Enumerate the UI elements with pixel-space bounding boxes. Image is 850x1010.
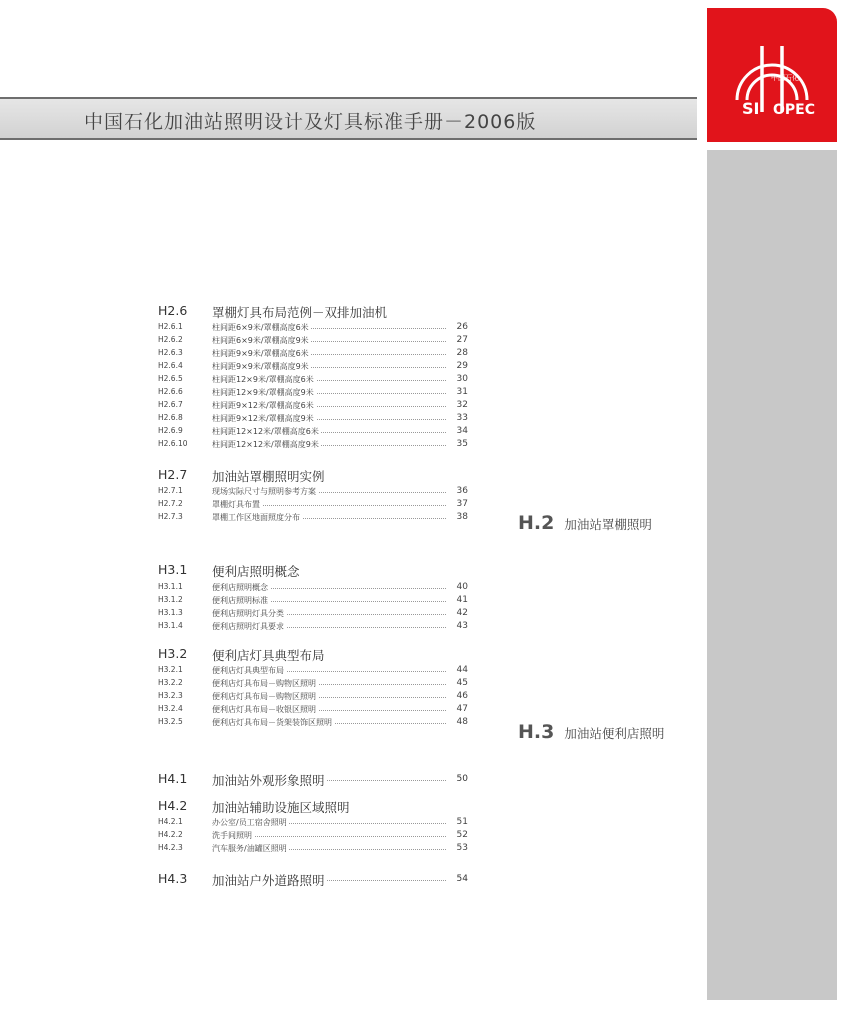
row-title: 柱间距6×9米/罩棚高度9米 xyxy=(212,336,309,345)
row-code: H2.6.9 xyxy=(158,426,183,435)
page-number: 48 xyxy=(456,717,468,727)
toc-row[interactable] xyxy=(158,704,468,717)
row-title: 柱间距9×9米/罩棚高度9米 xyxy=(212,362,309,371)
row-code: H3.2.3 xyxy=(158,691,183,700)
toc-row[interactable] xyxy=(158,843,468,856)
row-title: 办公室/员工宿舍照明 xyxy=(212,818,287,827)
toc-row[interactable] xyxy=(158,426,468,439)
row-code: H3.1.4 xyxy=(158,621,183,630)
toc-row[interactable] xyxy=(158,717,468,730)
section-code: H3.2 xyxy=(158,646,188,661)
row-title: 柱间距9×12米/罩棚高度9米 xyxy=(212,414,314,423)
row-title: 柱间距6×9米/罩棚高度6米 xyxy=(212,323,309,332)
row-title: 便利店照明标准 xyxy=(212,596,268,605)
chapter-number: H.3 xyxy=(518,721,555,743)
section-title: 加油站外观形象照明 xyxy=(212,773,325,788)
page-number: 53 xyxy=(456,843,468,853)
row-code: H3.1.3 xyxy=(158,608,183,617)
table-of-contents xyxy=(158,0,468,1010)
row-code: H2.6.5 xyxy=(158,374,183,383)
row-code: H2.6.1 xyxy=(158,322,183,331)
row-title: 便利店照明灯具要求 xyxy=(212,622,284,631)
toc-row[interactable] xyxy=(158,361,468,374)
row-code: H3.2.1 xyxy=(158,665,183,674)
page-number: 38 xyxy=(456,512,468,522)
chapter-h2[interactable] xyxy=(518,512,652,534)
row-code: H2.7.3 xyxy=(158,512,183,521)
row-code: H2.6.4 xyxy=(158,361,183,370)
chapter-name: 加油站便利店照明 xyxy=(564,726,665,741)
row-title: 便利店照明灯具分类 xyxy=(212,609,284,618)
row-title: 便利店灯具布局－购物区照明 xyxy=(212,679,316,688)
document-title: 中国石化加油站照明设计及灯具标准手册－2006版 xyxy=(84,111,537,133)
section-title: 罩棚灯具布局范例－双排加油机 xyxy=(212,305,388,320)
page-number: 31 xyxy=(456,387,468,397)
page-number: 27 xyxy=(456,335,468,345)
toc-row[interactable] xyxy=(158,486,468,499)
toc-row[interactable] xyxy=(158,665,468,678)
toc-row[interactable] xyxy=(158,348,468,361)
sinopec-logo-icon xyxy=(707,8,837,142)
row-code: H4.2.1 xyxy=(158,817,183,826)
toc-row[interactable] xyxy=(158,512,468,525)
page-number: 44 xyxy=(456,665,468,675)
row-title: 罩棚灯具布置 xyxy=(212,500,260,509)
section-code: H2.6 xyxy=(158,303,188,318)
row-title: 便利店灯具布局－收银区照明 xyxy=(212,705,316,714)
row-title: 罩棚工作区地面照度分布 xyxy=(212,513,300,522)
section-title: 便利店照明概念 xyxy=(212,564,300,579)
section-code: H3.1 xyxy=(158,562,188,577)
toc-section-h43[interactable] xyxy=(158,871,468,887)
section-title: 加油站辅助设施区域照明 xyxy=(212,800,350,815)
row-title: 柱间距12×9米/罩棚高度6米 xyxy=(212,375,314,384)
row-code: H2.6.10 xyxy=(158,439,188,448)
row-code: H3.2.4 xyxy=(158,704,183,713)
side-bar xyxy=(707,150,837,1000)
row-title: 现场实际尺寸与照明参考方案 xyxy=(212,487,316,496)
row-code: H2.6.8 xyxy=(158,413,183,422)
row-title: 柱间距12×12米/罩棚高度6米 xyxy=(212,427,319,436)
row-code: H3.2.5 xyxy=(158,717,183,726)
row-code: H2.6.2 xyxy=(158,335,183,344)
chapter-number: H.2 xyxy=(518,512,555,534)
row-title: 便利店照明概念 xyxy=(212,583,268,592)
row-title: 柱间距9×12米/罩棚高度6米 xyxy=(212,401,314,410)
row-title: 便利店灯具布局－购物区照明 xyxy=(212,692,316,701)
row-title: 柱间距12×12米/罩棚高度9米 xyxy=(212,440,319,449)
page-number: 32 xyxy=(456,400,468,410)
section-title: 加油站罩棚照明实例 xyxy=(212,469,325,484)
page-number: 33 xyxy=(456,413,468,423)
toc-row[interactable] xyxy=(158,413,468,426)
row-title: 洗手间照明 xyxy=(212,831,252,840)
toc-row[interactable] xyxy=(158,621,468,634)
toc-row[interactable] xyxy=(158,608,468,621)
section-code: H4.3 xyxy=(158,871,188,886)
page-number: 42 xyxy=(456,608,468,618)
row-code: H3.1.1 xyxy=(158,582,183,591)
toc-row[interactable] xyxy=(158,387,468,400)
toc-row[interactable] xyxy=(158,439,468,452)
toc-row[interactable] xyxy=(158,830,468,843)
section-title: 便利店灯具典型布局 xyxy=(212,648,325,663)
page-number: 52 xyxy=(456,830,468,840)
section-code: H4.2 xyxy=(158,798,188,813)
page-number: 51 xyxy=(456,817,468,827)
page-number: 46 xyxy=(456,691,468,701)
toc-row[interactable] xyxy=(158,335,468,348)
row-code: H2.7.2 xyxy=(158,499,183,508)
row-title: 便利店灯具布局－货架装饰区照明 xyxy=(212,718,332,727)
page-number: 41 xyxy=(456,595,468,605)
chapter-h3[interactable] xyxy=(518,721,664,743)
page-number: 47 xyxy=(456,704,468,714)
sinopec-logo xyxy=(707,8,837,142)
section-title: 加油站户外道路照明 xyxy=(212,873,325,888)
toc-row[interactable] xyxy=(158,691,468,704)
toc-row[interactable] xyxy=(158,499,468,512)
page-number: 26 xyxy=(456,322,468,332)
svg-text:OPEC: OPEC xyxy=(773,102,815,118)
toc-row[interactable] xyxy=(158,374,468,387)
toc-row[interactable] xyxy=(158,582,468,595)
page-number: 34 xyxy=(456,426,468,436)
row-title: 柱间距9×9米/罩棚高度6米 xyxy=(212,349,309,358)
row-code: H2.6.3 xyxy=(158,348,183,357)
section-code: H4.1 xyxy=(158,771,188,786)
page-number: 37 xyxy=(456,499,468,509)
chapter-name: 加油站罩棚照明 xyxy=(564,517,652,532)
row-code: H3.2.2 xyxy=(158,678,183,687)
svg-text:SI: SI xyxy=(742,99,760,118)
page-number: 40 xyxy=(456,582,468,592)
page-number: 29 xyxy=(456,361,468,371)
row-code: H2.6.6 xyxy=(158,387,183,396)
row-code: H4.2.3 xyxy=(158,843,183,852)
toc-row[interactable] xyxy=(158,817,468,830)
page-number: 36 xyxy=(456,486,468,496)
page-number: 35 xyxy=(456,439,468,449)
page-number: 43 xyxy=(456,621,468,631)
row-title: 柱间距12×9米/罩棚高度9米 xyxy=(212,388,314,397)
row-title: 汽车服务/油罐区照明 xyxy=(212,844,287,853)
row-title: 便利店灯具典型布局 xyxy=(212,666,284,675)
toc-row[interactable] xyxy=(158,400,468,413)
page-number: 45 xyxy=(456,678,468,688)
section-code: H2.7 xyxy=(158,467,188,482)
svg-text:中国石化: 中国石化 xyxy=(771,74,799,82)
row-code: H4.2.2 xyxy=(158,830,183,839)
toc-row[interactable] xyxy=(158,595,468,608)
toc-section-h41[interactable] xyxy=(158,771,468,787)
toc-row[interactable] xyxy=(158,322,468,335)
page-number: 50 xyxy=(456,774,468,784)
row-code: H2.6.7 xyxy=(158,400,183,409)
row-code: H2.7.1 xyxy=(158,486,183,495)
row-code: H3.1.2 xyxy=(158,595,183,604)
page-number: 28 xyxy=(456,348,468,358)
page-number: 54 xyxy=(456,874,468,884)
page-number: 30 xyxy=(456,374,468,384)
toc-row[interactable] xyxy=(158,678,468,691)
